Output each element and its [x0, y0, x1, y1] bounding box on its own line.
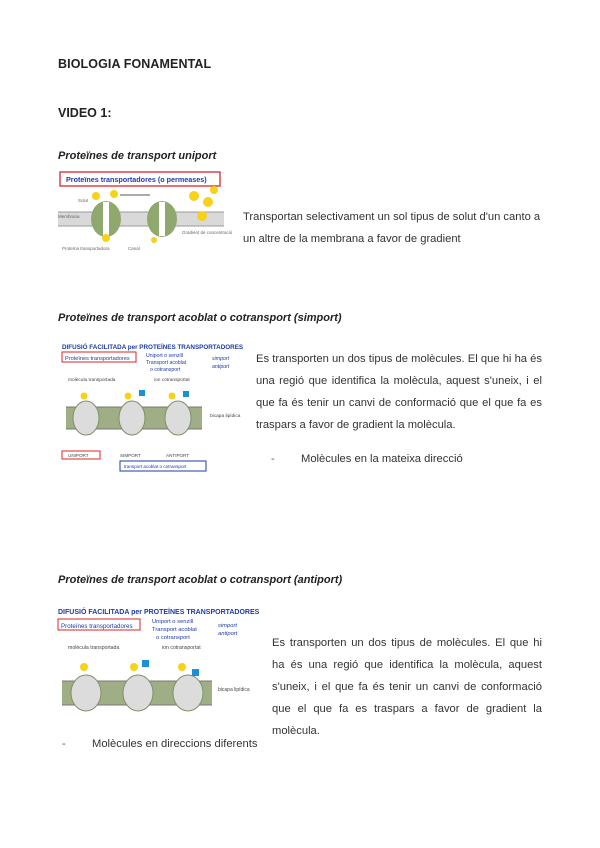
bullet-dash: -	[271, 453, 275, 465]
simport-figure	[62, 341, 248, 471]
antiport-legend-4: antiport	[218, 631, 238, 637]
simport-description: Es transporten un dos tipus de molècules. El que hi ha és una regió que identifica la molècula, aquest s'uneix, i el que fa és tenir un canvi de conformació que el que fa es traspars a favor de gradient la molècula.	[256, 353, 542, 431]
simport-top-label-0: molècula transportada	[68, 378, 116, 383]
video-heading: VIDEO 1:	[58, 106, 112, 120]
simport-bullet	[271, 453, 463, 465]
simport-top-label-1: ion cotransportat	[154, 378, 190, 383]
antiport-legend-0: Uniport o senzill	[152, 619, 194, 625]
simport-bottom-label-2: ANTIPORT	[166, 453, 190, 458]
simport-side-label: bicapa lipídica	[210, 414, 241, 419]
simport-legend-0: Uniport o senzill	[146, 353, 183, 359]
uniport-figure	[58, 172, 233, 260]
uniport-label-solute: Solut	[78, 198, 89, 203]
simport-legend-4: antiport	[212, 364, 230, 370]
uniport-description: Transportan selectivament un sol tipus de solut d'un canto a un altre de la membrana a favor de gradient	[243, 211, 541, 245]
uniport-label-gradient: Gradient de concentració	[182, 230, 233, 235]
uniport-figure-banner: Proteïnes transportadores (o permeases)	[66, 175, 207, 184]
document-title: BIOLOGIA FONAMENTAL	[58, 57, 212, 71]
antiport-legend-2: o cotransport	[156, 635, 190, 641]
simport-legend-2: o cotransport	[150, 367, 181, 373]
uniport-label-channel: Canal	[128, 246, 140, 251]
section-heading-uniport: Proteïnes de transport uniport	[58, 150, 217, 162]
antiport-description: Es transporten un dos tipus de molècules. El que hi ha és una regió que identifica la molècula, aquest s'uneix, i el que fa és tenir un canvi de conformació que el que fa es traspars a favor de gradient la molècula.	[272, 637, 542, 737]
simport-fig-boxlabel: Proteïnes transportadores	[65, 356, 130, 362]
simport-bottom-box: transport acoblat o cotransport	[124, 464, 187, 469]
antiport-fig-header: DIFUSIÓ FACILITADA per PROTEÏNES TRANSPORTADORES	[58, 609, 260, 616]
antiport-top-label-1: ion cotransportat	[162, 645, 201, 651]
antiport-side-label: bicapa lipídica	[218, 687, 250, 693]
section-heading-simport: Proteïnes de transport acoblat o cotransport (simport)	[58, 312, 342, 324]
simport-legend-1: Transport acoblat	[146, 360, 187, 366]
antiport-legend-3: simport	[218, 623, 238, 629]
simport-bullet-text: Molècules en la mateixa direcció	[301, 453, 463, 465]
uniport-label-membrane: Membrana	[58, 214, 80, 219]
antiport-top-label-0: molècula transportada	[68, 645, 120, 651]
antiport-bullet	[62, 738, 257, 750]
simport-legend-3: simport	[212, 356, 230, 362]
simport-fig-header: DIFUSIÓ FACILITADA per PROTEÏNES TRANSPORTADORES	[62, 344, 244, 351]
bullet-dash: -	[62, 738, 66, 750]
simport-bottom-label-0: UNIPORT	[68, 453, 89, 458]
section-heading-antiport: Proteïnes de transport acoblat o cotransport (antiport)	[58, 574, 343, 586]
antiport-legend-1: Transport acoblat	[152, 627, 197, 633]
antiport-bullet-text: Molècules en direccions diferents	[92, 738, 258, 750]
antiport-fig-boxlabel: Proteïnes transportadores	[61, 623, 133, 630]
simport-bottom-label-1: SIMPORT	[120, 453, 141, 458]
antiport-figure	[58, 605, 264, 717]
uniport-label-carrier: Proteïna transportadora	[62, 246, 110, 251]
